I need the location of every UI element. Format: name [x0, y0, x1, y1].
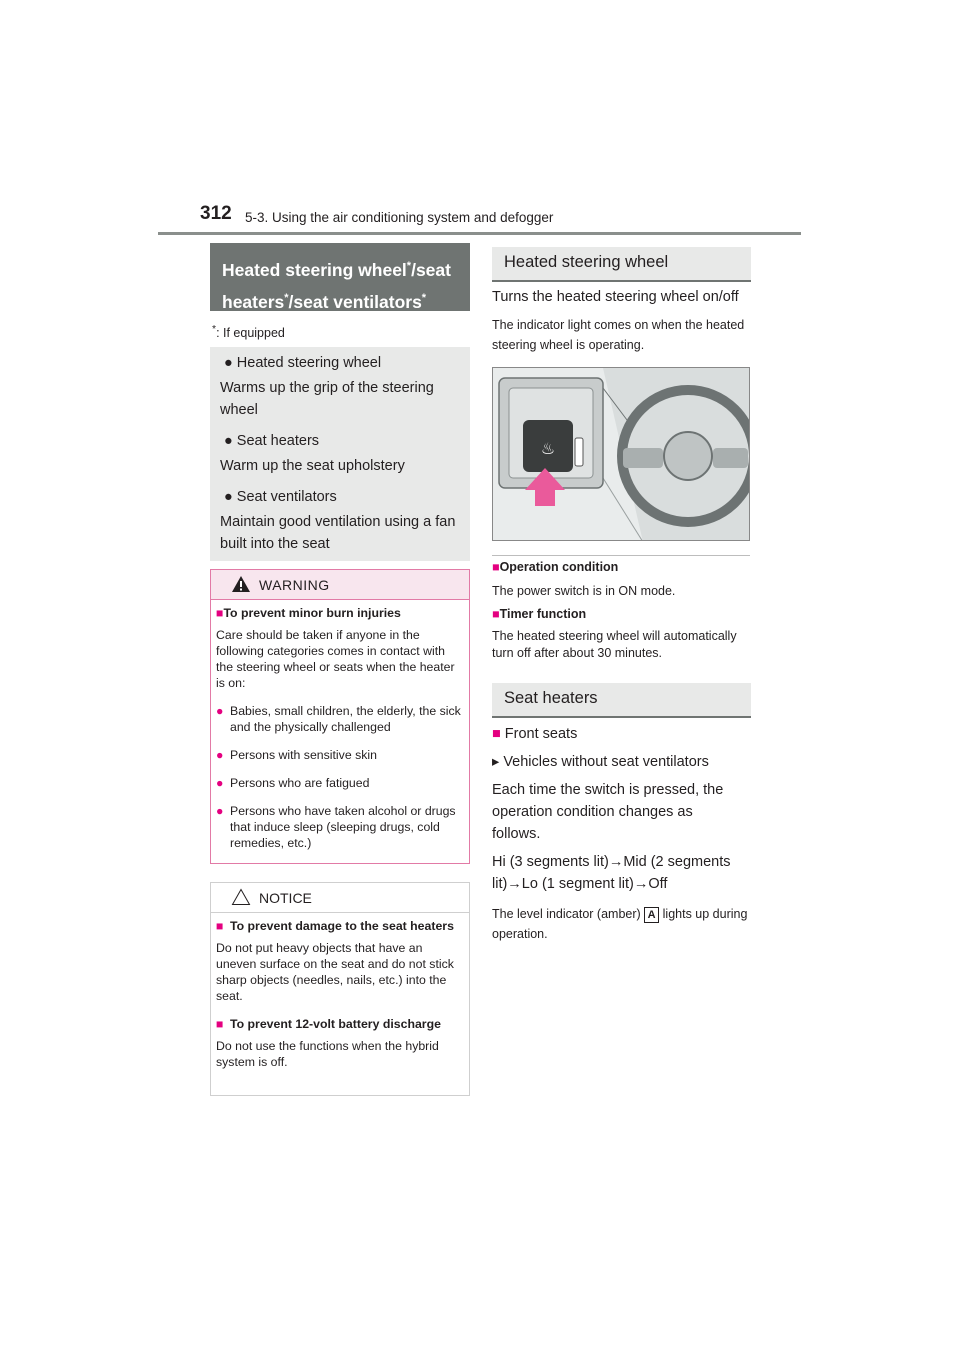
title-part-3: heaters — [222, 291, 285, 312]
footnote-text: : If equipped — [216, 326, 285, 341]
title-part-1: Heated steering wheel — [222, 259, 407, 280]
front-seats-title: Front seats — [504, 726, 578, 742]
operation-condition-heading — [492, 560, 618, 574]
section-title: 5-3. Using the air conditioning system and defogger — [245, 210, 554, 225]
svg-text:♨: ♨ — [540, 439, 556, 458]
timer-function-heading — [492, 607, 586, 621]
page-number: 312 — [200, 203, 232, 224]
heated-steering-wheel-heading: Heated steering wheel — [492, 247, 751, 282]
warning-item-text: Persons with sensitive skin — [230, 748, 377, 762]
notice-heading-1: To prevent damage to the seat heaters — [230, 919, 454, 933]
list-item — [216, 747, 464, 763]
vehicles-title: Vehicles without seat ventilators — [503, 754, 709, 770]
square-bullet-icon: ■ — [492, 560, 500, 574]
hsw-description: Turns the heated steering wheel on/off — [492, 289, 739, 305]
title-part-2: /seat — [411, 259, 451, 280]
notice-box — [210, 882, 470, 1096]
marker-a: A — [644, 907, 659, 923]
press-description: Each time the switch is pressed, the operation condition changes as follows. — [492, 782, 724, 842]
square-bullet-icon: ■ — [216, 1017, 224, 1031]
divider — [492, 555, 750, 556]
dot-bullet-icon: ● — [216, 776, 224, 790]
header-rule — [158, 232, 801, 235]
list-item — [216, 775, 464, 791]
feature-name: Seat heaters — [236, 433, 320, 449]
warning-label: WARNING — [259, 577, 330, 593]
notice-text-2: Do not use the functions when the hybrid system is off. — [216, 1039, 439, 1069]
level-note-post: lights up during operation. — [492, 907, 748, 941]
square-bullet-icon: ■ — [216, 606, 224, 620]
warning-intro: Care should be taken if anyone in the following categories comes in contact with the steering wheel or seats when the heater is on: — [216, 628, 455, 690]
operation-condition-title: Operation condition — [499, 560, 619, 574]
seat-heaters-heading: Seat heaters — [492, 683, 751, 718]
triangle-bullet-icon: ▸ — [492, 754, 500, 770]
warning-header — [211, 570, 469, 600]
notice-label: NOTICE — [259, 890, 312, 906]
hsw-note: The indicator light comes on when the heated steering wheel is operating. — [492, 318, 745, 352]
level-note-pre: The level indicator (amber) — [492, 907, 641, 921]
notice-text-1: Do not put heavy objects that have an uneven surface on the seat and do not stick sharp objects (needles, nails, etc.) into the seat. — [216, 941, 454, 1003]
asterisk-1: * — [406, 260, 412, 272]
square-bullet-icon: ■ — [492, 726, 501, 742]
timer-function-title: Timer function — [499, 607, 587, 621]
vehicles-condition — [492, 751, 757, 773]
feature-name: Heated steering wheel — [236, 355, 382, 371]
feature-desc: Warm up the seat upholstery — [220, 458, 405, 474]
warning-item-text: Babies, small children, the elderly, the sick and the physically challenged — [230, 704, 461, 734]
feature-desc: Maintain good ventilation using a fan built into the seat — [220, 514, 456, 552]
front-seats-heading — [492, 723, 757, 745]
warning-item-text: Persons who are fatigued — [230, 776, 370, 790]
dot-bullet-icon: ● — [216, 704, 224, 718]
steering-wheel-switch-illustration — [492, 367, 750, 541]
main-title — [210, 243, 470, 311]
feature-item: ● Seat heaters — [224, 433, 320, 449]
notice-header — [211, 883, 469, 913]
footnote — [212, 324, 285, 340]
list-item — [216, 803, 464, 851]
caution-triangle-icon — [231, 888, 251, 906]
feature-desc: Warms up the grip of the steering wheel — [220, 380, 434, 418]
feature-name: Seat ventilators — [236, 489, 337, 505]
warning-body — [211, 600, 469, 851]
operation-condition-text: The power switch is in ON mode. — [492, 584, 676, 598]
feature-list — [210, 347, 470, 561]
warning-heading: To prevent minor burn injuries — [223, 606, 401, 620]
feature-item: ● Heated steering wheel — [224, 355, 382, 371]
timer-function-text: The heated steering wheel will automatically turn off after about 30 minutes. — [492, 629, 737, 660]
feature-item: ● Seat ventilators — [224, 489, 337, 505]
asterisk-2: * — [284, 291, 289, 304]
square-bullet-icon: ■ — [216, 919, 224, 933]
list-item — [216, 703, 464, 735]
warning-item-text: Persons who have taken alcohol or drugs that induce sleep (sleeping drugs, cold remedies, etc.) — [230, 804, 456, 850]
asterisk-3: * — [421, 291, 427, 304]
dot-bullet-icon: ● — [216, 748, 224, 762]
title-part-4: /seat ventilators — [288, 291, 422, 312]
dot-bullet-icon: ● — [216, 804, 224, 818]
warning-box — [210, 569, 470, 864]
level-sequence: Hi (3 segments lit)→Mid (2 segments lit)→Lo (1 segment lit)→Off — [492, 854, 731, 892]
warning-triangle-icon — [231, 575, 251, 593]
level-indicator-note — [492, 904, 757, 944]
square-bullet-icon: ■ — [492, 607, 500, 621]
notice-body — [211, 913, 469, 1070]
notice-heading-2: To prevent 12-volt battery discharge — [230, 1017, 441, 1031]
footnote-mark: * — [212, 324, 217, 335]
dashboard-illustration — [493, 368, 750, 541]
